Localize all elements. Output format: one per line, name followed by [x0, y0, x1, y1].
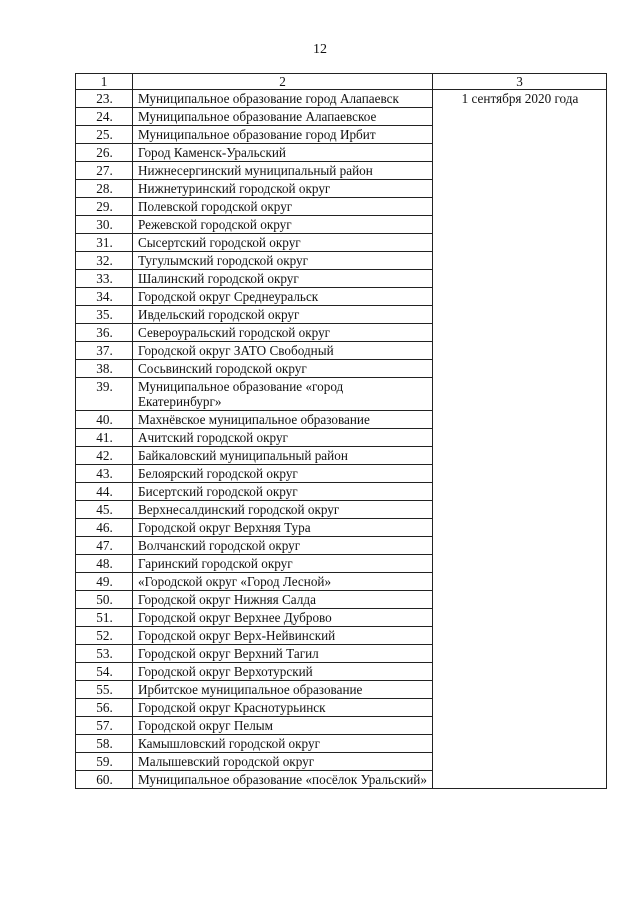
header-col-1: 1 [76, 74, 133, 90]
row-number: 47. [76, 537, 133, 555]
row-number: 45. [76, 501, 133, 519]
municipality-name: Городской округ Верхотурский [133, 663, 433, 681]
municipality-name: Камышловский городской округ [133, 735, 433, 753]
row-number: 38. [76, 360, 133, 378]
municipality-table [75, 73, 607, 789]
row-number: 43. [76, 465, 133, 483]
header-col-2: 2 [133, 74, 433, 90]
row-number: 60. [76, 771, 133, 789]
row-number: 56. [76, 699, 133, 717]
municipality-name: Махнёвское муниципальное образование [133, 411, 433, 429]
municipality-name: Малышевский городской округ [133, 753, 433, 771]
row-number: 24. [76, 108, 133, 126]
municipality-name: Городской округ ЗАТО Свободный [133, 342, 433, 360]
municipality-name: Городской округ Верхний Тагил [133, 645, 433, 663]
municipality-name: Режевской городской округ [133, 216, 433, 234]
municipality-name: Муниципальное образование «посёлок Уральский» [133, 771, 433, 789]
row-number: 40. [76, 411, 133, 429]
municipality-name: Тугулымский городской округ [133, 252, 433, 270]
municipality-name: Сосьвинский городской округ [133, 360, 433, 378]
municipality-name: Североуральский городской округ [133, 324, 433, 342]
row-number: 49. [76, 573, 133, 591]
table-row [76, 90, 607, 108]
row-number: 33. [76, 270, 133, 288]
row-number: 37. [76, 342, 133, 360]
row-number: 36. [76, 324, 133, 342]
municipality-name: Ирбитское муниципальное образование [133, 681, 433, 699]
row-number: 31. [76, 234, 133, 252]
row-number: 27. [76, 162, 133, 180]
municipality-name: Муниципальное образование город Алапаевск [133, 90, 433, 108]
municipality-name: Городской округ Пелым [133, 717, 433, 735]
row-number: 26. [76, 144, 133, 162]
municipality-name: Нижнетуринский городской округ [133, 180, 433, 198]
municipality-name: Городской округ Среднеуральск [133, 288, 433, 306]
row-number: 34. [76, 288, 133, 306]
row-number: 30. [76, 216, 133, 234]
row-number: 39. [76, 378, 133, 411]
row-number: 28. [76, 180, 133, 198]
municipality-name: Городской округ Верх-Нейвинский [133, 627, 433, 645]
row-number: 51. [76, 609, 133, 627]
municipality-name: Сысертский городской округ [133, 234, 433, 252]
row-number: 41. [76, 429, 133, 447]
municipality-name: Муниципальное образование город Ирбит [133, 126, 433, 144]
header-col-3: 3 [433, 74, 607, 90]
row-number: 46. [76, 519, 133, 537]
row-number: 35. [76, 306, 133, 324]
row-number: 55. [76, 681, 133, 699]
effective-date: 1 сентября 2020 года [433, 90, 607, 789]
page-number: 12 [313, 42, 327, 57]
row-number: 23. [76, 90, 133, 108]
municipality-name: Полевской городской округ [133, 198, 433, 216]
municipality-name: Муниципальное образование Алапаевское [133, 108, 433, 126]
municipality-name: Городской округ Верхнее Дуброво [133, 609, 433, 627]
row-number: 42. [76, 447, 133, 465]
row-number: 44. [76, 483, 133, 501]
municipality-name: Городской округ Верхняя Тура [133, 519, 433, 537]
municipality-name: Байкаловский муниципальный район [133, 447, 433, 465]
municipality-name: Нижнесергинский муниципальный район [133, 162, 433, 180]
municipality-name: Город Каменск-Уральский [133, 144, 433, 162]
municipality-name: Ачитский городской округ [133, 429, 433, 447]
municipality-name: Городской округ Нижняя Салда [133, 591, 433, 609]
table-header-row [76, 74, 607, 90]
row-number: 57. [76, 717, 133, 735]
municipality-name: Гаринский городской округ [133, 555, 433, 573]
municipality-name: Шалинский городской округ [133, 270, 433, 288]
row-number: 48. [76, 555, 133, 573]
row-number: 32. [76, 252, 133, 270]
row-number: 25. [76, 126, 133, 144]
row-number: 54. [76, 663, 133, 681]
municipality-name: Белоярский городской округ [133, 465, 433, 483]
row-number: 59. [76, 753, 133, 771]
row-number: 29. [76, 198, 133, 216]
row-number: 50. [76, 591, 133, 609]
table-body [76, 90, 607, 789]
municipality-name: Городской округ Краснотурьинск [133, 699, 433, 717]
row-number: 58. [76, 735, 133, 753]
municipality-name: Ивдельский городской округ [133, 306, 433, 324]
municipality-name: Верхнесалдинский городской округ [133, 501, 433, 519]
municipality-name: «Городской округ «Город Лесной» [133, 573, 433, 591]
row-number: 52. [76, 627, 133, 645]
municipality-name: Волчанский городской округ [133, 537, 433, 555]
row-number: 53. [76, 645, 133, 663]
municipality-name: Муниципальное образование «город Екатеринбург» [133, 378, 433, 411]
municipality-name: Бисертский городской округ [133, 483, 433, 501]
